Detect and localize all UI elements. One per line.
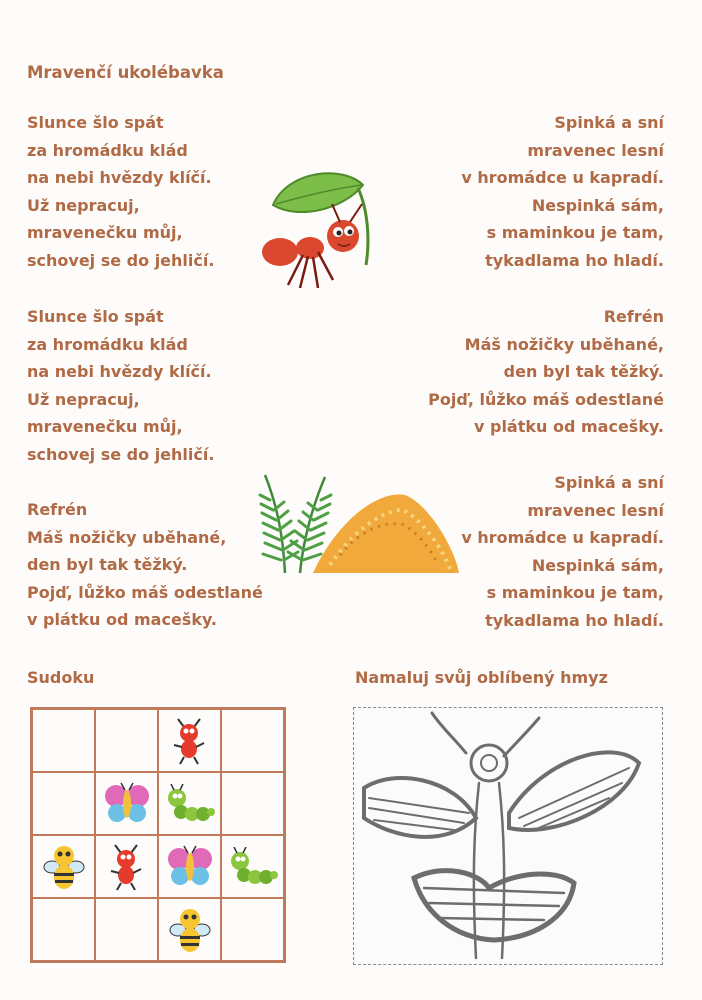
poem-line: schovej se do jehličí. bbox=[27, 250, 215, 270]
drawing-heading: Namaluj svůj oblíbený hmyz bbox=[355, 668, 608, 687]
poem-line: den byl tak těžký. bbox=[503, 362, 664, 381]
sudoku-cell[interactable] bbox=[32, 772, 95, 835]
sudoku-cell bbox=[221, 835, 284, 898]
sudoku-cell bbox=[158, 709, 221, 772]
sudoku-cell bbox=[158, 835, 221, 898]
ant-with-leaf-illustration bbox=[258, 160, 383, 295]
poem-line: na nebi hvězdy klíčí. bbox=[27, 362, 212, 381]
poem-line: den byl tak těžký. bbox=[27, 555, 188, 574]
poem-line: Pojď, lůžko máš odestlané bbox=[27, 582, 263, 602]
pencil-insect-drawing bbox=[354, 708, 661, 963]
poem-line: Slunce šlo spát bbox=[27, 307, 164, 326]
poem-line: v plátku od macešky. bbox=[27, 610, 218, 629]
sudoku-cell[interactable] bbox=[32, 709, 95, 772]
poem-line: mravenečku můj, bbox=[27, 417, 183, 436]
poem-line: tykadlama ho hladí. bbox=[485, 610, 664, 630]
poem-title: Mravenčí ukolébavka bbox=[27, 63, 224, 82]
butterfly-icon bbox=[166, 845, 214, 889]
bee-icon bbox=[42, 843, 86, 891]
poem-line: Slunce šlo spát bbox=[27, 113, 164, 132]
caterpillar-icon bbox=[228, 847, 278, 887]
stanza-right-1 bbox=[461, 109, 664, 274]
sudoku-cell[interactable] bbox=[32, 898, 95, 961]
caterpillar-icon bbox=[165, 784, 215, 824]
poem-line: za hromádku klád bbox=[27, 140, 188, 160]
stanza-left-3 bbox=[27, 496, 263, 634]
poem-line: Máš nožičky uběhané, bbox=[27, 527, 227, 547]
poem-line: mravenec lesní bbox=[527, 140, 664, 160]
poem-line: Nespinká sám, bbox=[531, 555, 664, 575]
poem-line: tykadlama ho hladí. bbox=[485, 250, 664, 270]
stanza-right-3 bbox=[461, 469, 664, 634]
sudoku-cell[interactable] bbox=[95, 709, 158, 772]
ant-icon bbox=[105, 843, 149, 891]
poem-line: za hromádku klád bbox=[27, 334, 188, 354]
sudoku-cell bbox=[95, 772, 158, 835]
sudoku-cell bbox=[158, 898, 221, 961]
poem-line: mravenec lesní bbox=[527, 500, 664, 520]
sudoku-cell[interactable] bbox=[221, 898, 284, 961]
sudoku-cell bbox=[158, 772, 221, 835]
poem-line: Už nepracuj, bbox=[27, 389, 140, 409]
poem-line: Refrén bbox=[603, 307, 664, 326]
poem-line: Pojď, lůžko máš odestlané bbox=[428, 389, 664, 409]
poem-line: s maminkou je tam, bbox=[486, 223, 664, 242]
fern-and-needle-pile-illustration bbox=[255, 465, 460, 575]
poem-line: Nespinká sám, bbox=[531, 195, 664, 215]
stanza-left-1 bbox=[27, 109, 214, 274]
poem-line: na nebi hvězdy klíčí. bbox=[27, 168, 212, 187]
sudoku-grid bbox=[30, 707, 286, 963]
sudoku-cell[interactable] bbox=[221, 709, 284, 772]
sudoku-heading: Sudoku bbox=[27, 668, 95, 687]
poem-line: Máš nožičky uběhané, bbox=[464, 334, 664, 354]
poem-line: schovej se do jehličí. bbox=[27, 444, 215, 464]
sudoku-cell[interactable] bbox=[95, 898, 158, 961]
drawing-area[interactable] bbox=[353, 707, 663, 965]
poem-line: mravenečku můj, bbox=[27, 223, 183, 242]
sudoku-cell[interactable] bbox=[221, 772, 284, 835]
butterfly-icon bbox=[103, 782, 151, 826]
poem-line: v hromádce u kapradí. bbox=[461, 528, 664, 547]
ant-icon bbox=[168, 717, 212, 765]
poem-line: v hromádce u kapradí. bbox=[461, 168, 664, 187]
sudoku-cell bbox=[32, 835, 95, 898]
bee-icon bbox=[168, 906, 212, 954]
poem-line: Spinká a sní bbox=[554, 473, 664, 492]
poem-line: Už nepracuj, bbox=[27, 195, 140, 215]
poem-line: Refrén bbox=[27, 500, 88, 519]
poem-line: s maminkou je tam, bbox=[486, 583, 664, 602]
poem-line: v plátku od macešky. bbox=[473, 417, 664, 436]
stanza-right-2 bbox=[428, 303, 664, 441]
stanza-left-2 bbox=[27, 303, 214, 468]
sudoku-cell bbox=[95, 835, 158, 898]
poem-line: Spinká a sní bbox=[554, 113, 664, 132]
